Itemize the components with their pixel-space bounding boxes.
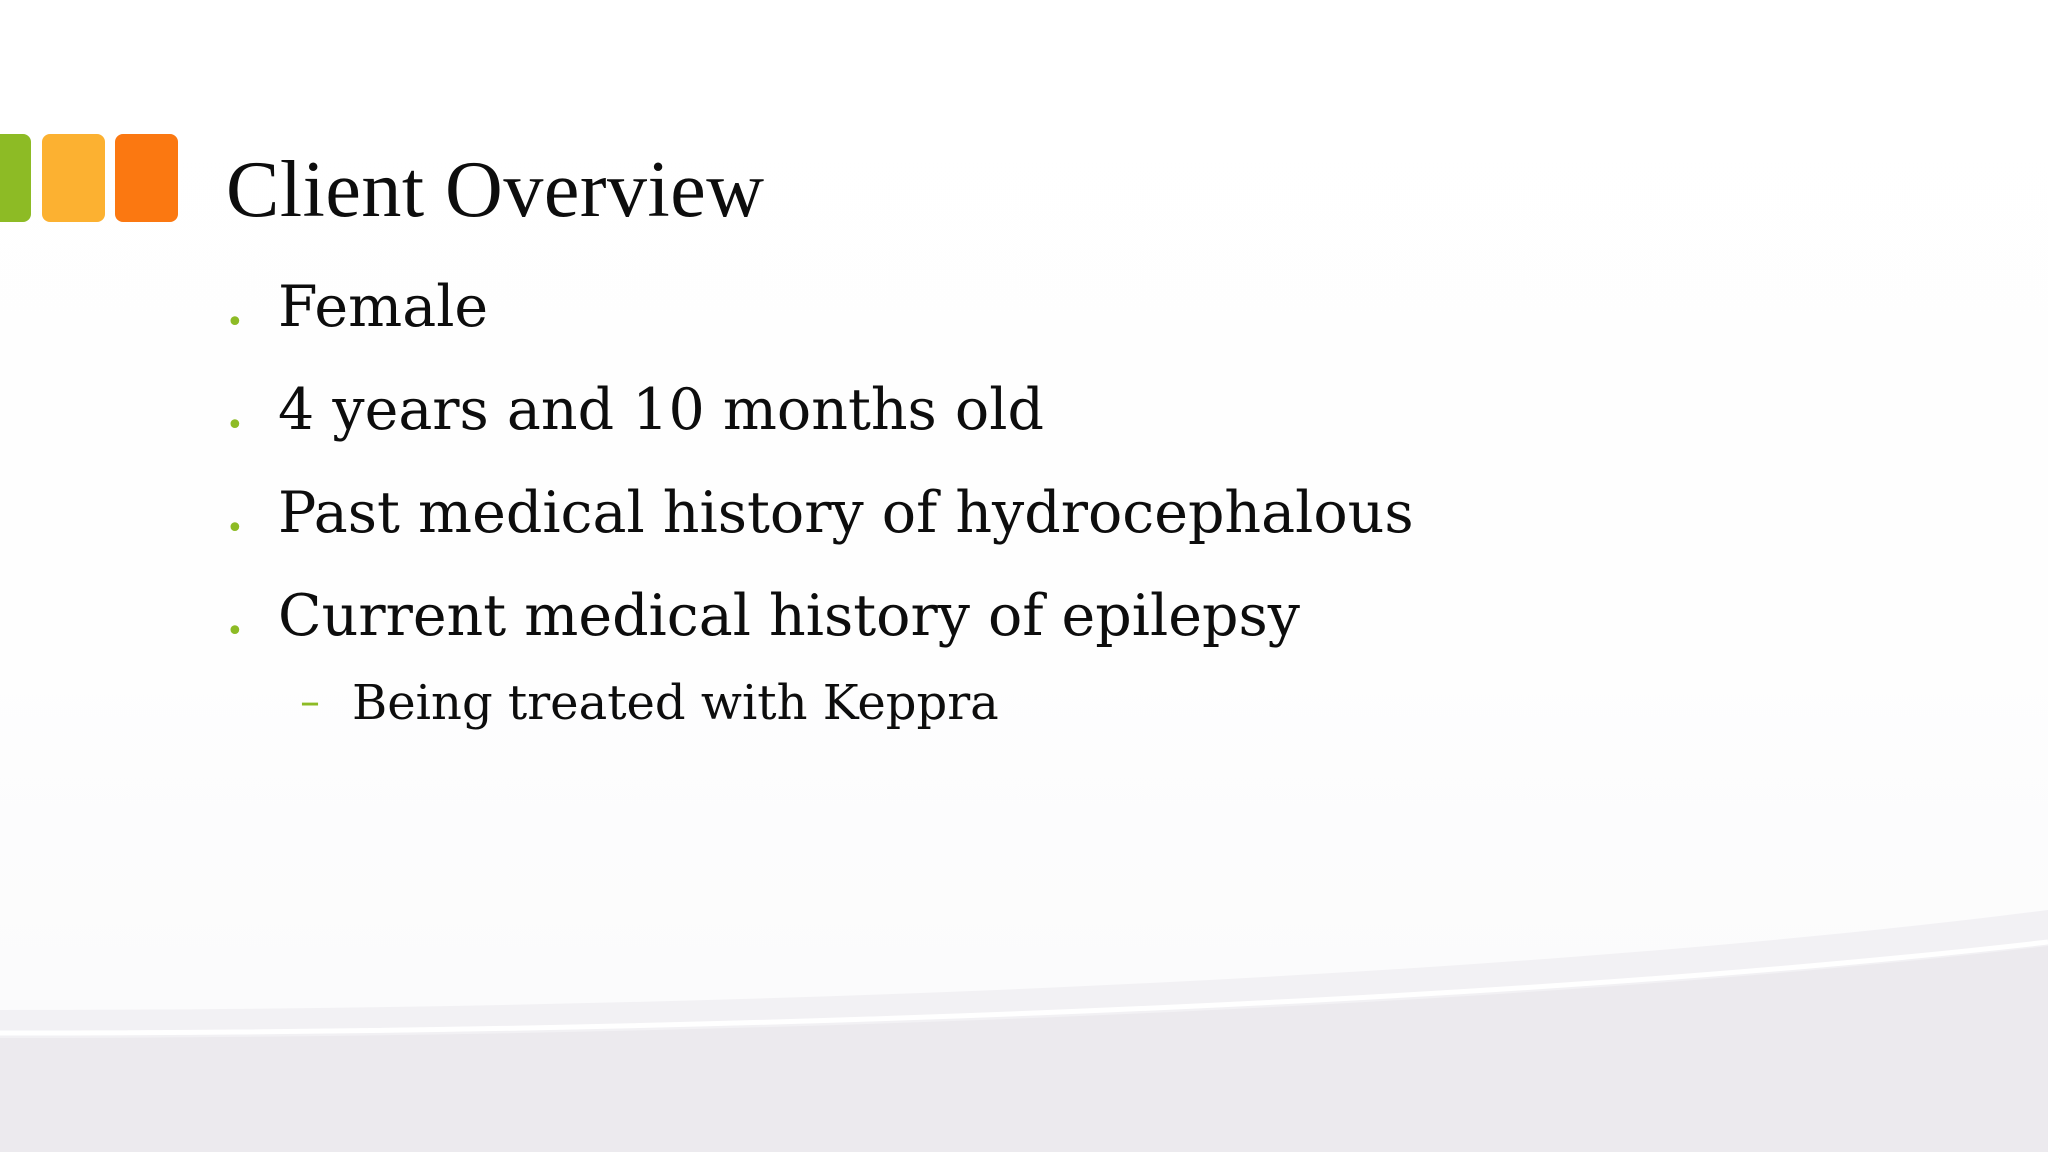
wave-base-band <box>0 946 2048 1152</box>
bullet-icon: • <box>226 511 244 546</box>
orange-square-icon <box>115 134 178 222</box>
slide-title: Client Overview <box>226 146 765 234</box>
bullet-icon: • <box>226 305 244 340</box>
bullet-text: Female <box>278 274 489 340</box>
bullet-icon: • <box>226 408 244 443</box>
bullet-icon: • <box>226 614 244 649</box>
bullet-text: Past medical history of hydrocephalous <box>278 480 1414 546</box>
yellow-square-icon <box>42 134 105 222</box>
decorative-squares <box>0 134 180 224</box>
bottom-wave-decoration <box>0 880 2048 1152</box>
dash-icon: – <box>300 679 320 725</box>
bullet-text: 4 years and 10 months old <box>278 377 1044 443</box>
bullet-text: Current medical history of epilepsy <box>278 583 1300 649</box>
sub-bullet-text: Being treated with Keppra <box>352 675 999 731</box>
green-square-icon <box>0 134 31 222</box>
